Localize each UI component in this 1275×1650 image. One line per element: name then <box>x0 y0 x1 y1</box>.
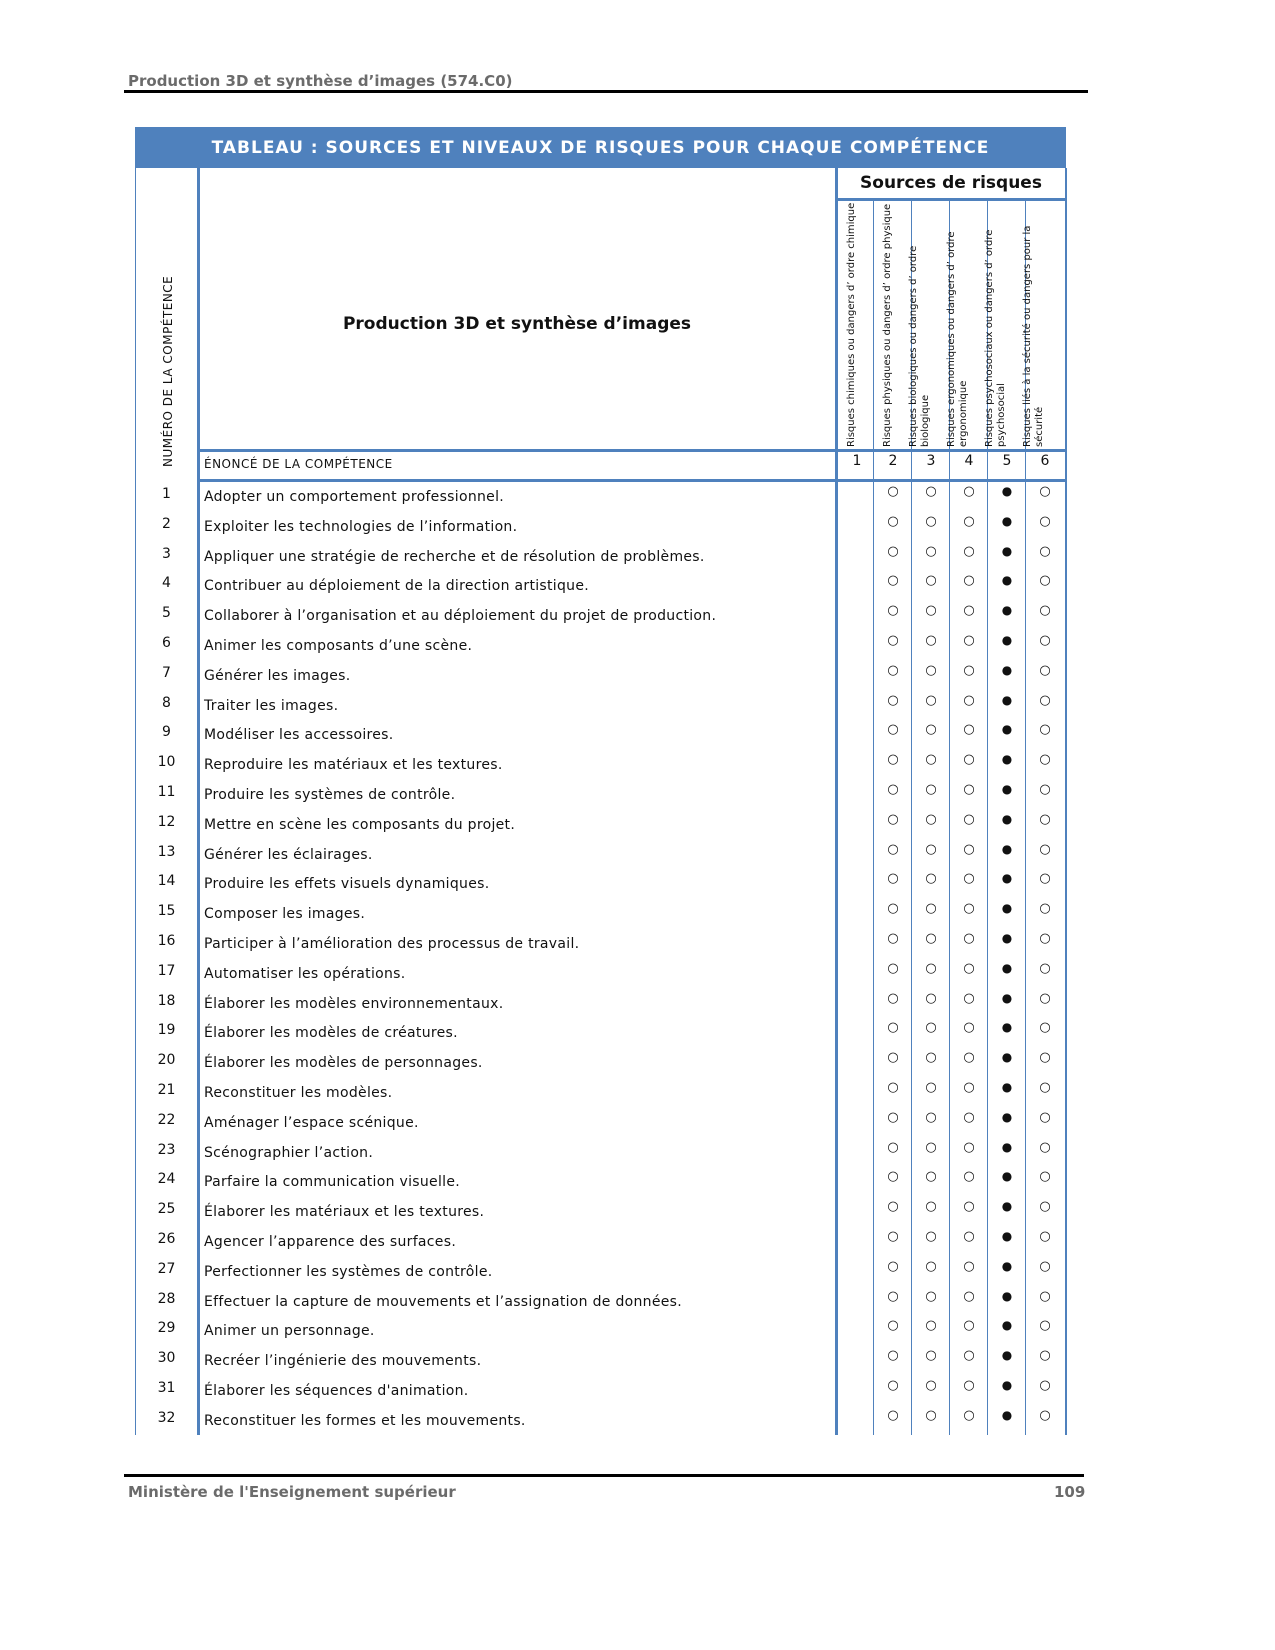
open-circle-icon: ○ <box>1039 1348 1051 1364</box>
open-circle-icon: ○ <box>1039 871 1051 887</box>
open-circle-icon: ○ <box>887 960 899 976</box>
filled-circle-icon: ● <box>1001 1139 1013 1154</box>
open-circle-icon: ○ <box>925 1050 937 1066</box>
open-circle-icon: ○ <box>887 603 899 619</box>
risk-column-number: 6 <box>1040 453 1050 469</box>
table-row <box>135 1318 1066 1348</box>
table-row <box>135 1259 1066 1289</box>
open-circle-icon: ○ <box>925 1318 937 1334</box>
open-circle-icon: ○ <box>925 871 937 887</box>
competency-statement: Élaborer les séquences d'animation. <box>204 1383 469 1399</box>
table-row <box>135 991 1066 1021</box>
competency-number: 9 <box>162 724 171 741</box>
filled-circle-icon: ● <box>1001 1199 1013 1214</box>
competency-number: 20 <box>157 1052 176 1069</box>
table-row <box>135 961 1066 991</box>
risk-column-header <box>874 202 912 447</box>
open-circle-icon: ○ <box>1039 662 1051 678</box>
filled-circle-icon: ● <box>1001 1348 1013 1363</box>
competency-statement: Contribuer au déploiement de la direction artistique. <box>204 578 590 595</box>
table-row <box>135 931 1066 961</box>
border <box>198 479 1066 482</box>
open-circle-icon: ○ <box>1039 841 1051 857</box>
competency-number: 22 <box>157 1111 176 1128</box>
competency-number: 28 <box>157 1290 176 1307</box>
statement-column-label: ÉNONCÉ DE LA COMPÉTENCE <box>204 457 393 471</box>
open-circle-icon: ○ <box>1039 1229 1051 1244</box>
open-circle-icon: ○ <box>1039 1109 1051 1125</box>
competency-statement: Perfectionner les systèmes de contrôle. <box>204 1263 493 1280</box>
open-circle-icon: ○ <box>887 484 899 499</box>
open-circle-icon: ○ <box>887 841 899 857</box>
filled-circle-icon: ● <box>1001 543 1013 558</box>
table-row <box>135 782 1066 812</box>
risk-column-label: Risques psychosociaux ou dangers d’ ordre psychosocial <box>984 229 1007 447</box>
open-circle-icon: ○ <box>1039 1288 1051 1304</box>
filled-circle-icon: ● <box>1001 841 1013 856</box>
table-row <box>135 1378 1066 1408</box>
open-circle-icon: ○ <box>963 1199 975 1215</box>
open-circle-icon: ○ <box>925 513 937 529</box>
competency-statement: Reconstituer les modèles. <box>204 1085 393 1101</box>
risk-column-label: Risques ergonomiques ou dangers d’ ordre ergonomique <box>946 231 969 447</box>
open-circle-icon: ○ <box>887 871 899 887</box>
competency-statement: Effectuer la capture de mouvements et l’assignation de données. <box>204 1293 683 1310</box>
competency-number: 11 <box>157 784 176 800</box>
open-circle-icon: ○ <box>1039 484 1051 499</box>
open-circle-icon: ○ <box>887 573 899 589</box>
table-title: TABLEAU : SOURCES ET NIVEAUX DE RISQUES POUR CHAQUE COMPÉTENCE <box>135 127 1066 168</box>
competency-number: 1 <box>162 486 171 502</box>
open-circle-icon: ○ <box>1039 782 1051 797</box>
filled-circle-icon: ● <box>1001 811 1013 826</box>
filled-circle-icon: ● <box>1001 692 1013 707</box>
competency-statement: Collaborer à l’organisation et au déploiement du projet de production. <box>204 608 717 625</box>
competency-number: 24 <box>157 1171 176 1188</box>
competency-number: 8 <box>162 694 171 711</box>
open-circle-icon: ○ <box>963 960 975 976</box>
open-circle-icon: ○ <box>1039 901 1051 917</box>
open-circle-icon: ○ <box>963 1139 975 1155</box>
program-heading: Production 3D et synthèse d’images <box>342 314 692 334</box>
open-circle-icon: ○ <box>1039 1139 1051 1155</box>
table-row <box>135 1289 1066 1319</box>
open-circle-icon: ○ <box>1039 573 1051 589</box>
open-circle-icon: ○ <box>925 1080 937 1095</box>
filled-circle-icon: ● <box>1001 1050 1013 1065</box>
open-circle-icon: ○ <box>887 1378 899 1393</box>
competency-number: 27 <box>157 1260 176 1277</box>
open-circle-icon: ○ <box>925 1169 937 1185</box>
competency-number: 6 <box>162 635 171 651</box>
open-circle-icon: ○ <box>1039 1378 1051 1393</box>
open-circle-icon: ○ <box>887 1318 899 1334</box>
footer-publisher: Ministère de l'Enseignement supérieur <box>128 1483 456 1501</box>
open-circle-icon: ○ <box>1039 603 1051 619</box>
competency-number: 21 <box>157 1082 176 1098</box>
risk-column-label: Risques liés à la sécurité ou dangers pour la sécurité <box>1022 225 1045 447</box>
competency-statement: Animer les composants d’une scène. <box>204 638 473 654</box>
open-circle-icon: ○ <box>887 1169 899 1185</box>
competency-statement: Adopter un comportement professionnel. <box>204 489 505 505</box>
open-circle-icon: ○ <box>963 633 975 648</box>
competency-number: 32 <box>157 1409 176 1426</box>
competency-statement: Parfaire la communication visuelle. <box>204 1174 460 1191</box>
table-row <box>135 1229 1066 1259</box>
competency-number: 10 <box>157 754 176 771</box>
open-circle-icon: ○ <box>925 1258 937 1274</box>
open-circle-icon: ○ <box>925 692 937 708</box>
competency-statement: Élaborer les matériaux et les textures. <box>204 1204 485 1221</box>
open-circle-icon: ○ <box>963 931 975 946</box>
filled-circle-icon: ● <box>1001 1258 1013 1273</box>
competency-number: 23 <box>157 1141 176 1158</box>
filled-circle-icon: ● <box>1001 662 1013 677</box>
table-row <box>135 1110 1066 1140</box>
filled-circle-icon: ● <box>1001 871 1013 886</box>
competency-number: 12 <box>157 813 176 830</box>
open-circle-icon: ○ <box>963 722 975 738</box>
open-circle-icon: ○ <box>887 1199 899 1215</box>
open-circle-icon: ○ <box>925 484 937 499</box>
competency-number: 3 <box>162 545 171 562</box>
filled-circle-icon: ● <box>1001 960 1013 975</box>
competency-statement: Reconstituer les formes et les mouvements. <box>204 1412 526 1429</box>
open-circle-icon: ○ <box>925 722 937 738</box>
open-circle-icon: ○ <box>925 1139 937 1155</box>
table-row <box>135 663 1066 693</box>
open-circle-icon: ○ <box>963 752 975 768</box>
border <box>836 198 1066 201</box>
open-circle-icon: ○ <box>887 1407 899 1423</box>
open-circle-icon: ○ <box>1039 1407 1051 1423</box>
table-row <box>135 693 1066 723</box>
open-circle-icon: ○ <box>887 1080 899 1095</box>
table-row <box>135 1199 1066 1229</box>
filled-circle-icon: ● <box>1001 752 1013 767</box>
open-circle-icon: ○ <box>925 752 937 768</box>
risk-column-number: 5 <box>1002 453 1012 469</box>
filled-circle-icon: ● <box>1001 1407 1013 1422</box>
open-circle-icon: ○ <box>887 990 899 1006</box>
document-header: Production 3D et synthèse d’images (574.C0) <box>128 72 513 90</box>
table-row <box>135 722 1066 752</box>
risk-column-number: 2 <box>888 453 898 469</box>
open-circle-icon: ○ <box>887 901 899 917</box>
open-circle-icon: ○ <box>1039 1169 1051 1185</box>
risk-column-header <box>984 202 1026 447</box>
open-circle-icon: ○ <box>963 1020 975 1036</box>
table-row <box>135 633 1066 663</box>
competency-statement: Participer à l’amélioration des processus de travail. <box>204 936 580 952</box>
competency-statement: Appliquer une stratégie de recherche et de résolution de problèmes. <box>204 548 705 565</box>
open-circle-icon: ○ <box>887 513 899 529</box>
competency-number: 15 <box>157 903 176 920</box>
competency-number: 31 <box>157 1380 176 1396</box>
risk-column-number: 1 <box>852 453 862 469</box>
open-circle-icon: ○ <box>963 841 975 857</box>
open-circle-icon: ○ <box>925 841 937 857</box>
competency-number: 16 <box>157 933 176 949</box>
open-circle-icon: ○ <box>1039 752 1051 768</box>
competency-statement: Élaborer les modèles environnementaux. <box>204 995 504 1012</box>
open-circle-icon: ○ <box>1039 1318 1051 1334</box>
open-circle-icon: ○ <box>1039 543 1051 559</box>
sources-heading: Sources de risques <box>860 173 1042 193</box>
competency-statement: Scénographier l’action. <box>204 1144 374 1161</box>
open-circle-icon: ○ <box>963 513 975 529</box>
competency-number: 30 <box>157 1350 176 1367</box>
filled-circle-icon: ● <box>1001 1020 1013 1035</box>
competency-statement: Mettre en scène les composants du projet. <box>204 816 516 833</box>
table-row <box>135 812 1066 842</box>
open-circle-icon: ○ <box>925 901 937 917</box>
competency-statement: Exploiter les technologies de l’information. <box>204 518 518 535</box>
open-circle-icon: ○ <box>1039 692 1051 708</box>
competency-number: 26 <box>157 1231 176 1247</box>
filled-circle-icon: ● <box>1001 633 1013 647</box>
open-circle-icon: ○ <box>887 1348 899 1364</box>
competency-statement: Composer les images. <box>204 906 366 923</box>
competency-number: 7 <box>162 664 171 681</box>
competency-number: 2 <box>162 515 171 532</box>
open-circle-icon: ○ <box>963 1229 975 1244</box>
filled-circle-icon: ● <box>1001 901 1013 916</box>
filled-circle-icon: ● <box>1001 1169 1013 1184</box>
open-circle-icon: ○ <box>925 782 937 797</box>
risk-column-header <box>908 202 950 447</box>
open-circle-icon: ○ <box>1039 633 1051 648</box>
open-circle-icon: ○ <box>963 811 975 827</box>
open-circle-icon: ○ <box>925 1288 937 1304</box>
table-row <box>135 573 1066 603</box>
filled-circle-icon: ● <box>1001 1109 1013 1124</box>
open-circle-icon: ○ <box>1039 931 1051 946</box>
filled-circle-icon: ● <box>1001 782 1013 796</box>
open-circle-icon: ○ <box>1039 1199 1051 1215</box>
open-circle-icon: ○ <box>887 1139 899 1155</box>
open-circle-icon: ○ <box>963 573 975 589</box>
risk-column-header <box>1022 202 1064 447</box>
competency-number: 25 <box>157 1201 176 1218</box>
table-row <box>135 1169 1066 1199</box>
open-circle-icon: ○ <box>1039 513 1051 529</box>
table-row <box>135 1020 1066 1050</box>
filled-circle-icon: ● <box>1001 1378 1013 1392</box>
competency-statement: Agencer l’apparence des surfaces. <box>204 1234 457 1250</box>
open-circle-icon: ○ <box>925 543 937 559</box>
competency-statement: Automatiser les opérations. <box>204 965 406 982</box>
open-circle-icon: ○ <box>887 633 899 648</box>
table-row <box>135 544 1066 574</box>
open-circle-icon: ○ <box>887 1050 899 1066</box>
open-circle-icon: ○ <box>963 1080 975 1095</box>
table-row <box>135 1348 1066 1378</box>
open-circle-icon: ○ <box>925 633 937 648</box>
open-circle-icon: ○ <box>963 484 975 499</box>
open-circle-icon: ○ <box>963 1050 975 1066</box>
open-circle-icon: ○ <box>1039 1258 1051 1274</box>
risk-column-header <box>838 202 876 447</box>
filled-circle-icon: ● <box>1001 1288 1013 1303</box>
risk-column-header <box>946 202 988 447</box>
open-circle-icon: ○ <box>925 1020 937 1036</box>
open-circle-icon: ○ <box>887 1020 899 1036</box>
open-circle-icon: ○ <box>925 573 937 589</box>
open-circle-icon: ○ <box>1039 1080 1051 1095</box>
table-row <box>135 1050 1066 1080</box>
table-row <box>135 603 1066 633</box>
open-circle-icon: ○ <box>887 782 899 797</box>
open-circle-icon: ○ <box>963 990 975 1006</box>
open-circle-icon: ○ <box>887 543 899 559</box>
open-circle-icon: ○ <box>925 1109 937 1125</box>
table-row <box>135 842 1066 872</box>
open-circle-icon: ○ <box>887 811 899 827</box>
filled-circle-icon: ● <box>1001 603 1013 618</box>
open-circle-icon: ○ <box>1039 722 1051 738</box>
competency-statement: Élaborer les modèles de personnages. <box>204 1055 483 1072</box>
competency-statement: Produire les systèmes de contrôle. <box>204 787 456 803</box>
open-circle-icon: ○ <box>887 692 899 708</box>
competency-number: 29 <box>157 1320 176 1337</box>
filled-circle-icon: ● <box>1001 1080 1013 1094</box>
competency-number: 17 <box>157 962 176 979</box>
open-circle-icon: ○ <box>963 901 975 917</box>
open-circle-icon: ○ <box>963 1407 975 1423</box>
open-circle-icon: ○ <box>887 722 899 738</box>
filled-circle-icon: ● <box>1001 931 1013 945</box>
open-circle-icon: ○ <box>887 1229 899 1244</box>
table-row <box>135 901 1066 931</box>
filled-circle-icon: ● <box>1001 484 1013 498</box>
competency-number: 4 <box>162 575 171 592</box>
competency-number: 5 <box>162 605 171 622</box>
open-circle-icon: ○ <box>963 662 975 678</box>
open-circle-icon: ○ <box>963 1318 975 1334</box>
open-circle-icon: ○ <box>925 1229 937 1244</box>
competency-statement: Reproduire les matériaux et les textures. <box>204 757 503 774</box>
open-circle-icon: ○ <box>887 1258 899 1274</box>
table-row <box>135 514 1066 544</box>
risk-column-label: Risques biologiques ou dangers d’ ordre biologique <box>908 245 931 447</box>
filled-circle-icon: ● <box>1001 573 1013 588</box>
open-circle-icon: ○ <box>1039 1050 1051 1066</box>
open-circle-icon: ○ <box>963 692 975 708</box>
competency-statement: Aménager l’espace scénique. <box>204 1114 419 1131</box>
open-circle-icon: ○ <box>925 603 937 619</box>
open-circle-icon: ○ <box>925 1407 937 1423</box>
competency-number: 18 <box>157 992 176 1009</box>
open-circle-icon: ○ <box>963 1348 975 1364</box>
number-column-label: NUMÉRO DE LA COMPÉTENCE <box>161 275 175 467</box>
open-circle-icon: ○ <box>963 871 975 887</box>
open-circle-icon: ○ <box>925 1199 937 1215</box>
competency-number: 19 <box>157 1022 176 1039</box>
open-circle-icon: ○ <box>1039 990 1051 1006</box>
competency-number: 13 <box>157 843 176 860</box>
open-circle-icon: ○ <box>887 931 899 946</box>
open-circle-icon: ○ <box>925 662 937 678</box>
table-row <box>135 752 1066 782</box>
filled-circle-icon: ● <box>1001 990 1013 1005</box>
table-row <box>135 484 1066 514</box>
risk-table <box>135 127 1066 1435</box>
open-circle-icon: ○ <box>1039 811 1051 827</box>
open-circle-icon: ○ <box>887 752 899 768</box>
competency-statement: Générer les éclairages. <box>204 846 373 863</box>
open-circle-icon: ○ <box>925 960 937 976</box>
open-circle-icon: ○ <box>963 1288 975 1304</box>
open-circle-icon: ○ <box>963 543 975 559</box>
filled-circle-icon: ● <box>1001 722 1013 737</box>
table-row <box>135 1408 1066 1438</box>
table-row <box>135 1140 1066 1170</box>
competency-statement: Générer les images. <box>204 667 351 684</box>
competency-statement: Élaborer les modèles de créatures. <box>204 1025 458 1042</box>
open-circle-icon: ○ <box>925 811 937 827</box>
open-circle-icon: ○ <box>925 990 937 1006</box>
risk-column-number: 3 <box>926 453 936 469</box>
filled-circle-icon: ● <box>1001 1229 1013 1243</box>
open-circle-icon: ○ <box>1039 1020 1051 1036</box>
open-circle-icon: ○ <box>963 1378 975 1393</box>
competency-statement: Traiter les images. <box>204 697 339 714</box>
risk-column-label: Risques chimiques ou dangers d’ ordre chimique <box>846 202 857 447</box>
competency-statement: Animer un personnage. <box>204 1323 375 1340</box>
open-circle-icon: ○ <box>963 782 975 797</box>
footer-rule <box>124 1474 1084 1477</box>
open-circle-icon: ○ <box>925 1378 937 1393</box>
open-circle-icon: ○ <box>887 1288 899 1304</box>
open-circle-icon: ○ <box>963 603 975 619</box>
open-circle-icon: ○ <box>925 931 937 946</box>
header-rule <box>124 90 1088 93</box>
competency-statement: Recréer l’ingénierie des mouvements. <box>204 1353 482 1370</box>
open-circle-icon: ○ <box>963 1169 975 1185</box>
risk-column-number: 4 <box>964 453 974 469</box>
filled-circle-icon: ● <box>1001 1318 1013 1333</box>
page-number: 109 <box>1054 1483 1086 1501</box>
table-row <box>135 871 1066 901</box>
filled-circle-icon: ● <box>1001 513 1013 528</box>
open-circle-icon: ○ <box>1039 960 1051 976</box>
open-circle-icon: ○ <box>963 1258 975 1274</box>
open-circle-icon: ○ <box>887 662 899 678</box>
risk-column-label: Risques physiques ou dangers d’ ordre physique <box>882 203 893 447</box>
open-circle-icon: ○ <box>925 1348 937 1364</box>
competency-number: 14 <box>157 873 176 890</box>
open-circle-icon: ○ <box>963 1109 975 1125</box>
competency-statement: Modéliser les accessoires. <box>204 727 394 744</box>
open-circle-icon: ○ <box>887 1109 899 1125</box>
table-row <box>135 1080 1066 1110</box>
competency-statement: Produire les effets visuels dynamiques. <box>204 876 490 893</box>
